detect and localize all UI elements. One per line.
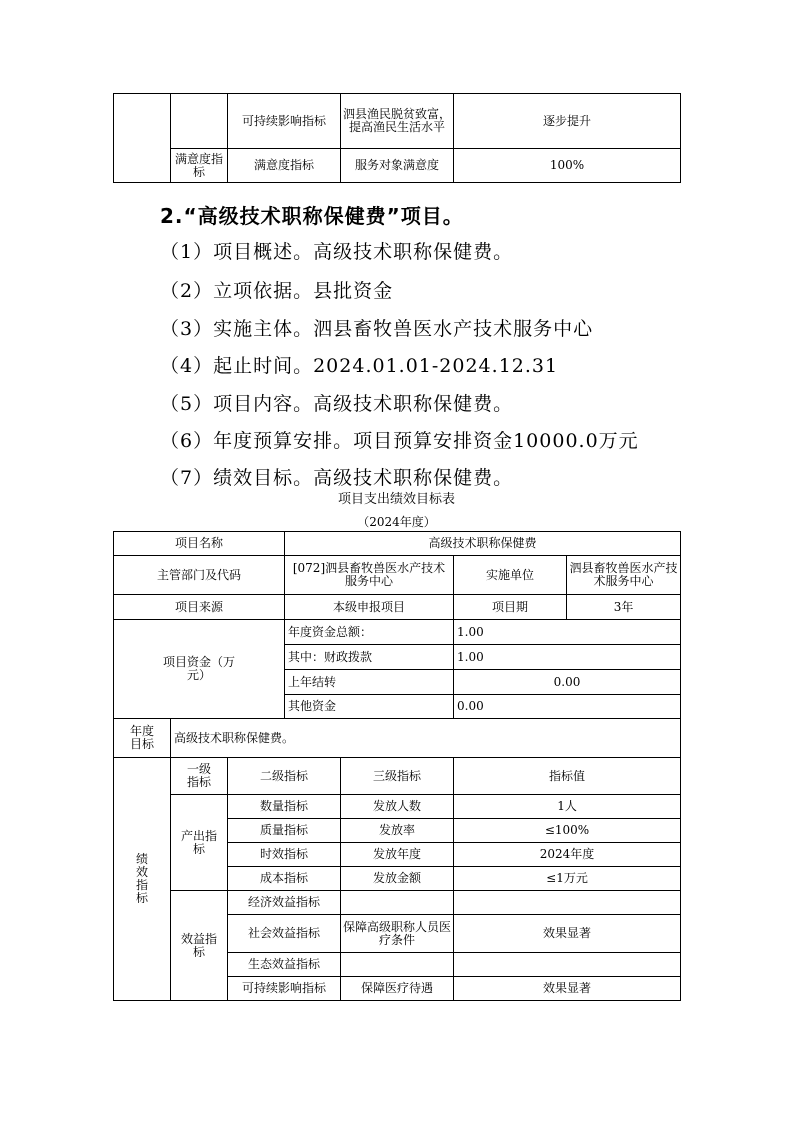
benefit-l3: 保障高级职称人员医疗条件 bbox=[341, 915, 454, 953]
benefit-l2: 经济效益指标 bbox=[228, 891, 341, 915]
funds-total-label: 年度资金总额： bbox=[285, 620, 454, 645]
benefit-l2: 可持续影响指标 bbox=[228, 977, 341, 1001]
benefit-value: 效果显著 bbox=[454, 915, 681, 953]
project-name: 高级技术职称保健费 bbox=[285, 532, 681, 556]
top-table-r2-c2: 满意度指标 bbox=[171, 149, 228, 183]
paragraph-4: （4）起止时间。2024.01.01-2024.12.31 bbox=[160, 355, 559, 377]
benefit-value bbox=[454, 953, 681, 977]
output-l2: 时效指标 bbox=[228, 843, 341, 867]
top-table bbox=[113, 93, 681, 183]
top-table-r1-c4: 泗县渔民脱贫致富，提高渔民生活水平 bbox=[341, 94, 454, 149]
output-l2: 成本指标 bbox=[228, 867, 341, 891]
funds-carryover-label: 上年结转 bbox=[285, 670, 454, 695]
period: 3年 bbox=[567, 595, 681, 620]
header-level3: 三级指标 bbox=[341, 758, 454, 795]
top-table-r2-c4: 服务对象满意度 bbox=[341, 149, 454, 183]
benefit-l2: 社会效益指标 bbox=[228, 915, 341, 953]
top-table-r2-c5: 100% bbox=[454, 149, 681, 183]
benefit-l2: 生态效益指标 bbox=[228, 953, 341, 977]
table-title: 项目支出绩效目标表 bbox=[337, 492, 455, 507]
output-l3: 发放年度 bbox=[341, 843, 454, 867]
paragraph-3: （3）实施主体。泗县畜牧兽医水产技术服务中心 bbox=[160, 318, 594, 340]
table-subtitle: （2024年度） bbox=[357, 515, 436, 529]
goal-label: 年度目标 bbox=[114, 719, 171, 758]
output-value: ≤100% bbox=[454, 819, 681, 843]
source: 本级申报项目 bbox=[285, 595, 454, 620]
benefit-l3: 保障医疗待遇 bbox=[341, 977, 454, 1001]
paragraph-7: （7）绩效目标。高级技术职称保健费。 bbox=[160, 467, 514, 489]
output-value: ≤1万元 bbox=[454, 867, 681, 891]
paragraph-2: （2）立项依据。县批资金 bbox=[160, 280, 394, 302]
dept: [072]泗县畜牧兽医水产技术服务中心 bbox=[285, 556, 454, 595]
benefit-l3 bbox=[341, 953, 454, 977]
top-table-col1-cell bbox=[114, 94, 171, 183]
output-label: 产出指标 bbox=[171, 795, 228, 891]
impl-label: 实施单位 bbox=[454, 556, 567, 595]
dept-label: 主管部门及代码 bbox=[114, 556, 285, 595]
top-table-r1-c5: 逐步提升 bbox=[454, 94, 681, 149]
benefit-value bbox=[454, 891, 681, 915]
paragraph-6: （6）年度预算安排。项目预算安排资金10000.0万元 bbox=[160, 430, 639, 452]
project-name-label: 项目名称 bbox=[114, 532, 285, 556]
period-label: 项目期 bbox=[454, 595, 567, 620]
paragraph-5: （5）项目内容。高级技术职称保健费。 bbox=[160, 393, 514, 415]
funds-label: 项目资金（万元） bbox=[114, 620, 285, 719]
source-label: 项目来源 bbox=[114, 595, 285, 620]
header-level2: 二级指标 bbox=[228, 758, 341, 795]
section-title: 2.“高级技术职称保健费”项目。 bbox=[160, 204, 464, 228]
top-table-col2-cell bbox=[171, 94, 228, 149]
output-value: 2024年度 bbox=[454, 843, 681, 867]
header-level1: 一级指标 bbox=[171, 758, 228, 795]
funds-total-value: 1.00 bbox=[454, 620, 681, 645]
header-value: 指标值 bbox=[454, 758, 681, 795]
performance-table bbox=[113, 531, 681, 1001]
paragraph-1: （1）项目概述。高级技术职称保健费。 bbox=[160, 241, 514, 263]
funds-fiscal-label: 其中：财政拨款 bbox=[285, 645, 454, 670]
benefit-label: 效益指标 bbox=[171, 891, 228, 1001]
top-table-r1-c3: 可持续影响指标 bbox=[228, 94, 341, 149]
output-l3: 发放金额 bbox=[341, 867, 454, 891]
benefit-l3 bbox=[341, 891, 454, 915]
funds-carryover-value: 0.00 bbox=[454, 670, 681, 695]
goal-text: 高级技术职称保健费。 bbox=[171, 719, 681, 758]
funds-other-label: 其他资金 bbox=[285, 695, 454, 719]
output-l3: 发放人数 bbox=[341, 795, 454, 819]
output-l2: 质量指标 bbox=[228, 819, 341, 843]
funds-other-value: 0.00 bbox=[454, 695, 681, 719]
top-table-r2-c3: 满意度指标 bbox=[228, 149, 341, 183]
funds-fiscal-value: 1.00 bbox=[454, 645, 681, 670]
impl: 泗县畜牧兽医水产技术服务中心 bbox=[567, 556, 681, 595]
output-value: 1人 bbox=[454, 795, 681, 819]
perf-label: 绩效指标 bbox=[114, 758, 171, 1001]
output-l3: 发放率 bbox=[341, 819, 454, 843]
output-l2: 数量指标 bbox=[228, 795, 341, 819]
benefit-value: 效果显著 bbox=[454, 977, 681, 1001]
